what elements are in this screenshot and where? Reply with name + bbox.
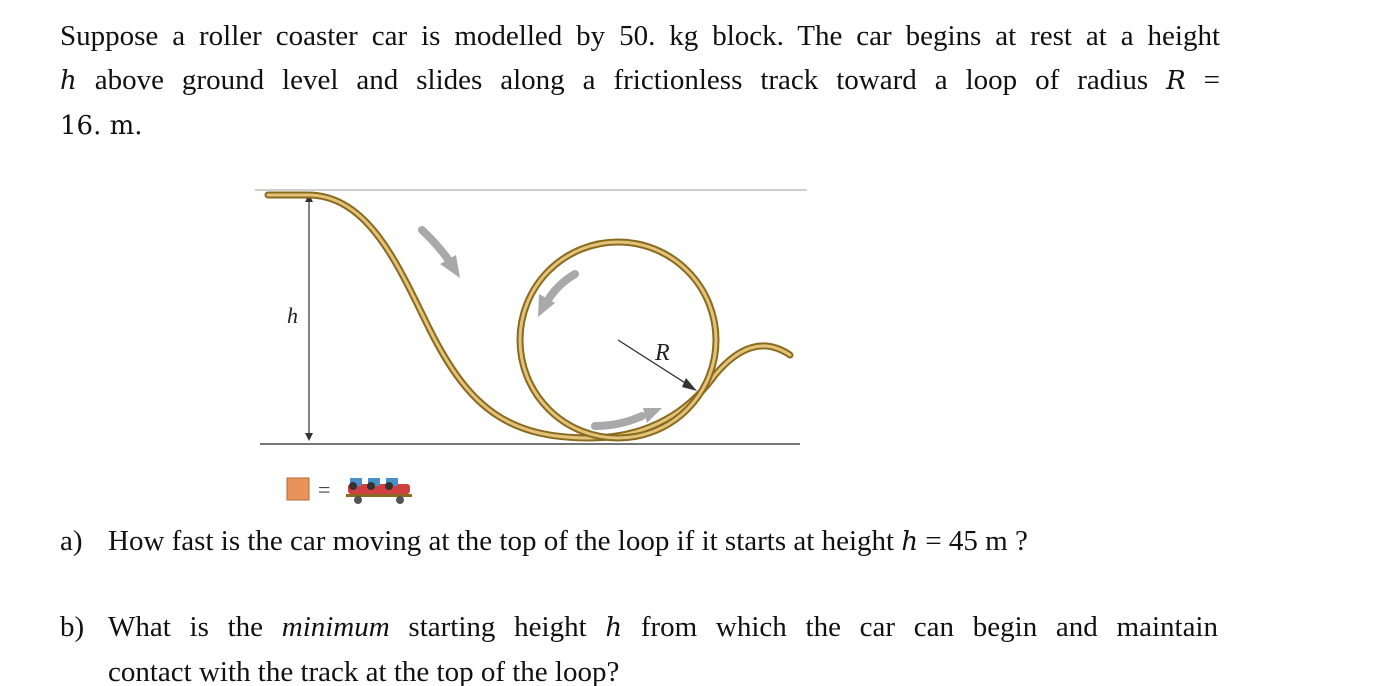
problem-statement xyxy=(60,14,1220,148)
question-b-height-variable: h xyxy=(605,613,623,643)
radius-label: R xyxy=(655,340,670,366)
question-b-line-2: contact with the track at the top of the loop? xyxy=(108,656,620,686)
question-b-line-1: What is the minimum starting height h from which the car can begin and maintain xyxy=(108,611,1218,643)
radius-arrowhead xyxy=(682,378,697,391)
radius-value: 16. m. xyxy=(60,111,143,141)
question-a-height-variable: h xyxy=(901,527,919,557)
height-label: h xyxy=(287,303,298,328)
intro-line-2-equals: = xyxy=(1185,64,1220,96)
legend-equals: = xyxy=(318,477,331,502)
coaster-track xyxy=(268,195,790,438)
loop-arrow xyxy=(548,274,575,300)
intro-line-1: Suppose a roller coaster car is modelled by 50. kg block. The car begins at rest at a height xyxy=(60,20,1220,52)
radius-line xyxy=(618,340,690,386)
question-b-marker: b) xyxy=(60,611,85,643)
block-icon xyxy=(287,478,309,500)
minimum-emphasis: minimum xyxy=(281,611,390,643)
intro-line-3 xyxy=(60,103,1220,148)
question-b xyxy=(60,605,1218,686)
coaster-car-icon xyxy=(346,478,412,504)
intro-line-2-text: above ground level and slides along a frictionless track toward a loop of radius xyxy=(76,64,1167,96)
question-a-marker: a) xyxy=(60,525,83,557)
intro-line-2 xyxy=(60,58,1220,103)
question-a-text: How fast is the car moving at the top of the loop if it starts at height h = 45 m ? xyxy=(108,525,1028,557)
bottom-arrow xyxy=(595,416,642,426)
question-b-text xyxy=(108,605,1218,686)
height-variable: h xyxy=(60,66,77,96)
radius-variable: R xyxy=(1166,66,1186,96)
height-arrow-bottom xyxy=(305,433,313,441)
legend xyxy=(287,477,412,504)
roller-coaster-diagram xyxy=(250,180,810,515)
question-a xyxy=(60,519,1218,564)
down-slope-arrow xyxy=(422,230,450,262)
